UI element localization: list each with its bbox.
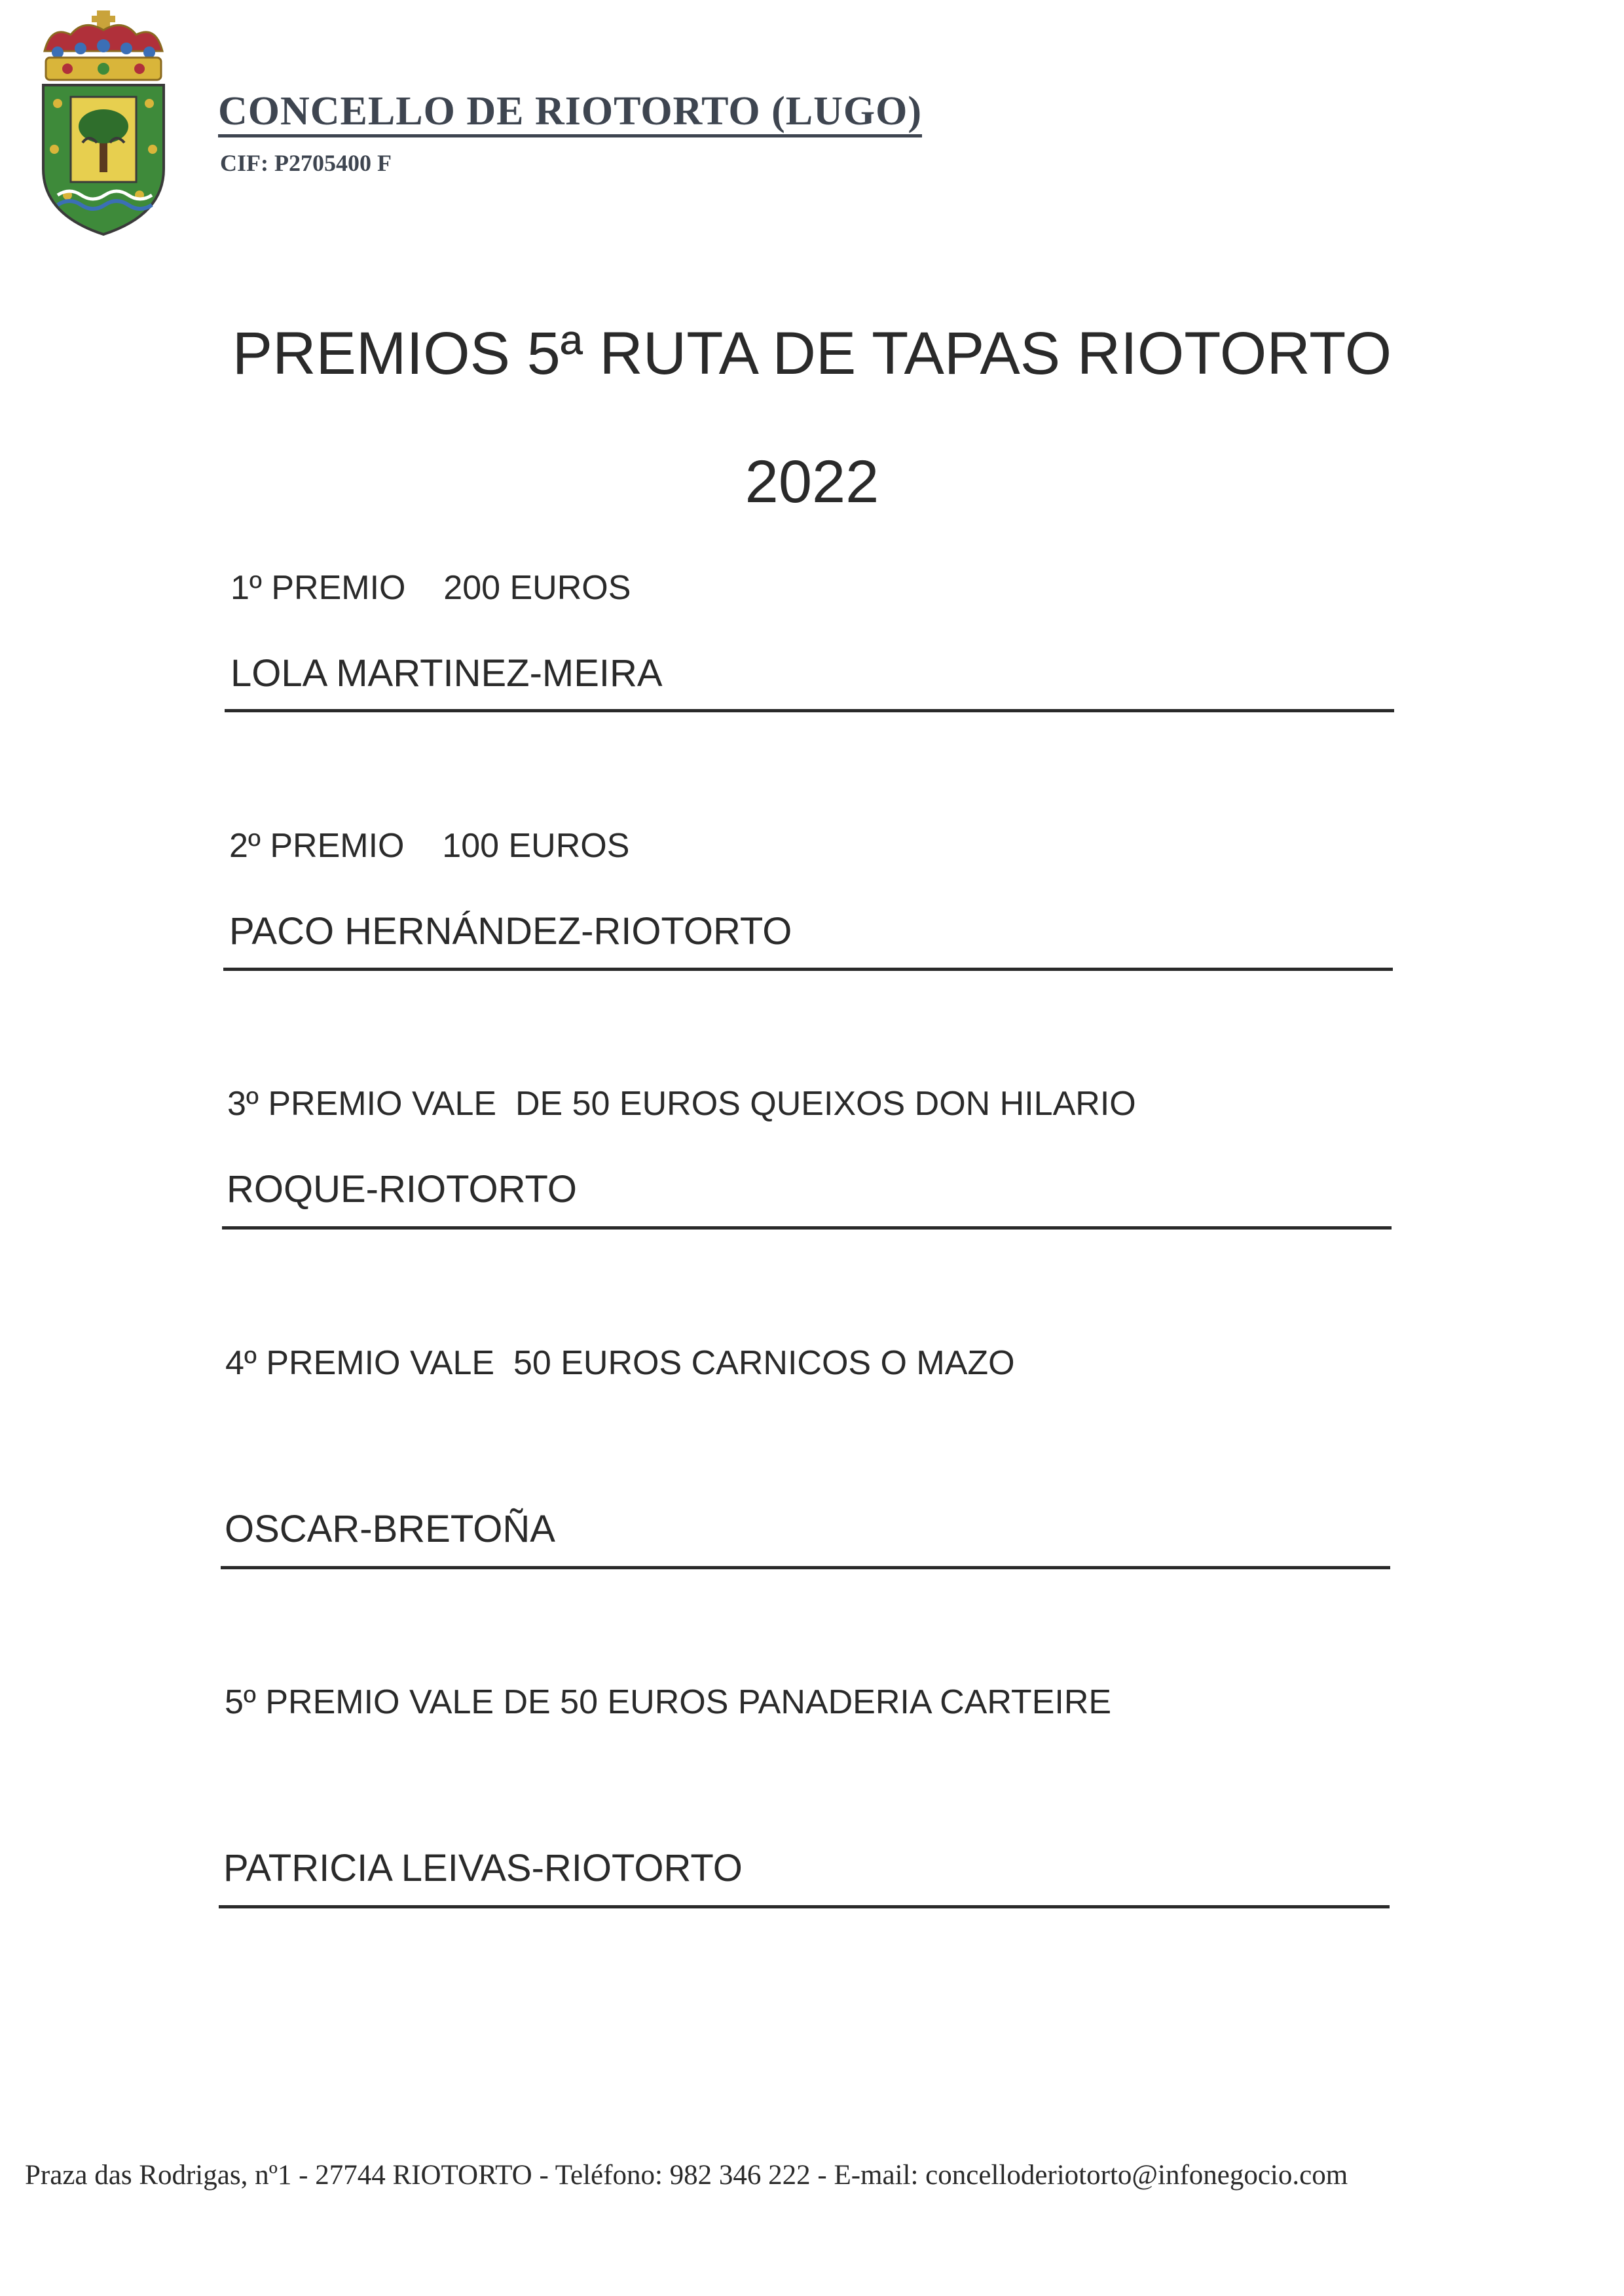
prize-4-label: 4º PREMIO VALE 50 EUROS CARNICOS O MAZO <box>225 1344 1015 1382</box>
prize-2-label: 2º PREMIO 100 EUROS <box>229 827 630 865</box>
prize-1-winner: LOLA MARTINEZ-MEIRA <box>231 652 663 695</box>
organization-name: CONCELLO DE RIOTORTO (LUGO) <box>218 90 922 137</box>
prize-5-winner: PATRICIA LEIVAS-RIOTORTO <box>223 1847 743 1889</box>
shield-icon <box>43 85 164 234</box>
prize-5-label: 5º PREMIO VALE DE 50 EUROS PANADERIA CARTEIRE <box>225 1683 1112 1721</box>
prize-3-rule <box>222 1226 1392 1230</box>
prize-4-rule <box>221 1566 1390 1569</box>
prize-2-rule <box>223 968 1393 971</box>
prize-4-winner: OSCAR-BRETOÑA <box>225 1508 555 1550</box>
crown-icon <box>45 10 162 80</box>
organization-cif: CIF: P2705400 F <box>220 150 392 176</box>
document-title: PREMIOS 5ª RUTA DE TAPAS RIOTORTO <box>232 320 1392 387</box>
prize-3-winner: ROQUE-RIOTORTO <box>227 1168 577 1211</box>
document-year: 2022 <box>745 448 879 515</box>
prize-1-label: 1º PREMIO 200 EUROS <box>231 569 631 607</box>
footer-contact: Praza das Rodrigas, nº1 - 27744 RIOTORTO - Teléfono: 982 346 222 - E-mail: concelloderiotorto@infonegocio.com <box>25 2160 1348 2191</box>
prize-2-winner: PACO HERNÁNDEZ-RIOTORTO <box>229 910 792 953</box>
prize-1-rule <box>225 709 1394 712</box>
coat-of-arms-icon <box>31 5 175 241</box>
prize-5-rule <box>219 1905 1390 1908</box>
prize-3-label: 3º PREMIO VALE DE 50 EUROS QUEIXOS DON HILARIO <box>227 1085 1136 1123</box>
